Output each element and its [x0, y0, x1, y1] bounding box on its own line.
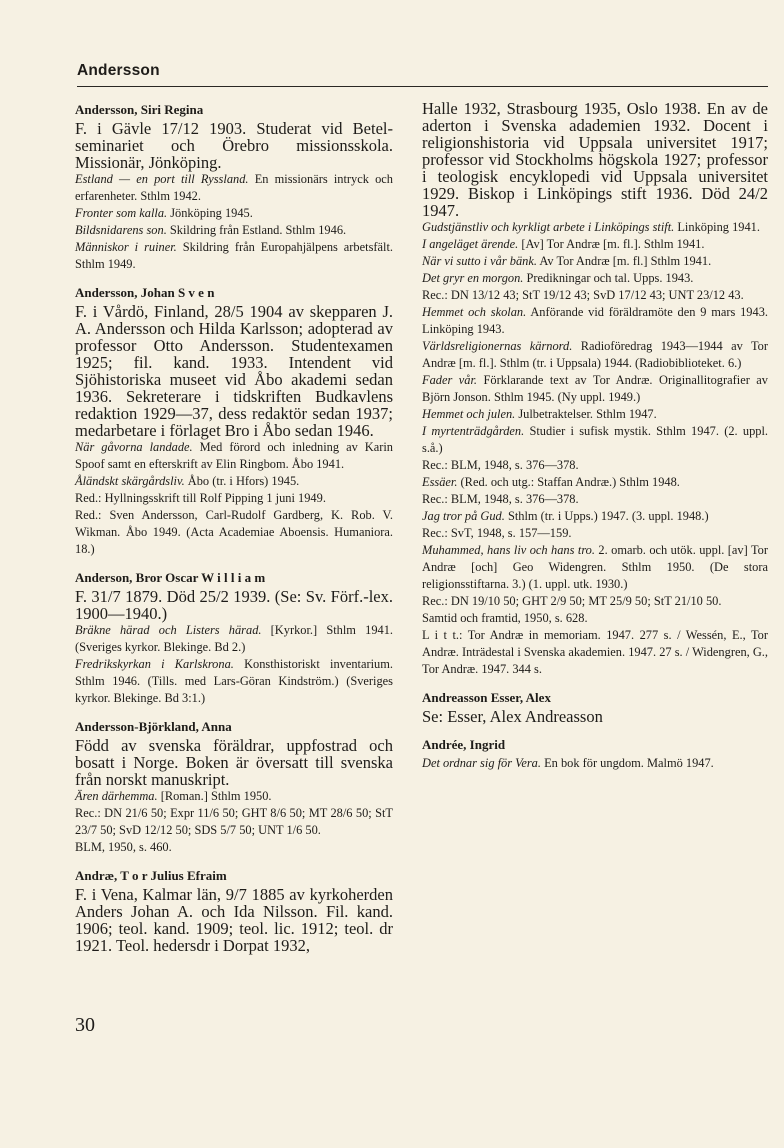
work-details: Rec.: DN 19/10 50; GHT 2/9 50; MT 25/9 50; StT 21/10 50.: [422, 594, 722, 608]
work-listing: [422, 457, 768, 474]
work-details: Julbetraktelser. Sthlm 1947.: [515, 407, 657, 421]
work-details: Red.: Sven Andersson, Carl-Rudolf Gardberg, K. Rob. V. Wikman. Åbo 1949. (Acta Academiae Aboensis. Humaniora. 18.): [75, 508, 393, 556]
work-title: Muhammed, hans liv och hans tro.: [422, 543, 595, 557]
work-details: Konsthistoriskt inventarium. Sthlm 1946. (Tills. med Lars-Göran Kindström.) (Sveriges kyrkor. Blekinge. Bd 3:1.): [75, 657, 393, 705]
work-title: Åländskt skärgårdsliv.: [75, 474, 185, 488]
work-details: L i t t.: Tor Andræ in memoriam. 1947. 277 s. / Wessén, E., Tor Andræ. Inträdestal i Svenska akademien. 1947. 27 s. / Widengren, G., Tor Andræ. 1947. 344 s.: [422, 628, 768, 676]
entry-headword: Andersson, Siri Regina: [75, 102, 204, 117]
work-details: Red.: Hyllningsskrift till Rolf Pipping 1 juni 1949.: [75, 491, 326, 505]
entry-headword: Andersson-Björkland, Anna: [75, 719, 232, 734]
work-details: Skildring från Estland. Sthlm 1946.: [166, 223, 347, 237]
work-details: Åbo (tr. i Hfors) 1945.: [184, 474, 300, 488]
entry-biography: Halle 1932, Strasbourg 1935, Oslo 1938. En av de aderton i Svenska adademien 1932. Docent i religionshistoria vid Uppsala universitet 1917; professor vid Stockholms högskola 1927; professor i teologisk encyklopedi vid Uppsala universitet 1929. Biskop i Linköpings stift 1936. Död 24/2 1947.: [422, 99, 768, 220]
work-title: Fredrikskyrkan i Karlskrona.: [75, 657, 234, 671]
work-listing: [75, 622, 393, 656]
bibliography-entry: [75, 569, 393, 707]
work-details: (Red. och utg.: Staffan Andræ.) Sthlm 1948.: [457, 475, 680, 489]
work-details: Linköping 1941.: [674, 220, 760, 234]
work-title: Hemmet och skolan.: [422, 305, 527, 319]
work-listing: [75, 205, 393, 222]
work-title: Fronter som kalla.: [75, 206, 168, 220]
bibliography-entry: [75, 284, 393, 558]
entry-headword: Andersson, Johan S v e n: [75, 285, 215, 300]
work-listing: [422, 338, 768, 372]
work-listing: [75, 171, 393, 205]
bibliography-entry: [75, 101, 393, 273]
work-listing: [75, 222, 393, 239]
work-title: Ären därhemma.: [75, 789, 158, 803]
entry-biography: F. i Vårdö, Finland, 28/5 1904 av skepparen J. A. Andersson och Hilda Karlsson; adopterad av professor Otto Andersson. Studentexamen 1925; fil. kand. 1933. Intendent vid Sjöhistoriska museet vid Åbo akademi sedan 1936. Sekreterare i tidskriften Budkavlens redaktion 1929—37, dess redaktör sedan 1937; medarbetare i förlaget Bro i Åbo sedan 1946.: [75, 302, 393, 440]
work-listing: [422, 755, 768, 772]
work-title: Hemmet och julen.: [422, 407, 516, 421]
work-listing: [422, 219, 768, 236]
work-listing: [422, 270, 768, 287]
work-details: [Av] Tor Andræ [m. fl.]. Sthlm 1941.: [518, 237, 705, 251]
work-listing: [422, 542, 768, 593]
entry-biography: Se: Esser, Alex Andreasson: [422, 707, 603, 726]
work-listing: [422, 423, 768, 457]
work-listing: [75, 473, 393, 490]
running-head: Andersson: [77, 62, 160, 79]
work-listing: [422, 525, 768, 542]
work-details: Anförande vid föräldramöte den 9 mars 1943. Linköping 1943.: [422, 305, 768, 336]
work-title: Estland — en port till Ryssland.: [75, 172, 249, 186]
work-details: BLM, 1950, s. 460.: [75, 840, 172, 854]
work-details: Med förord och inledning av Karin Spoof samt en efterskrift av Elin Ringbom. Åbo 1941.: [75, 440, 393, 471]
work-details: Förklarande text av Tor Andræ. Originallitografier av Björn Jonson. Sthlm 1945. (Ny uppl. 1949.): [422, 373, 769, 404]
right-column: [422, 100, 768, 783]
work-listing: [75, 239, 393, 273]
work-listing: [75, 839, 393, 856]
work-listing: [422, 508, 768, 525]
work-details: Av Tor Andræ [m. fl.] Sthlm 1941.: [536, 254, 712, 268]
entry-biography: F. 31/7 1879. Död 25/2 1939. (Se: Sv. Förf.-lex. 1900—1940.): [75, 587, 393, 623]
work-details: [Roman.] Sthlm 1950.: [157, 789, 272, 803]
work-listing: [422, 406, 768, 423]
entry-headword: Andrée, Ingrid: [422, 737, 506, 752]
bibliography-entry: [75, 718, 393, 856]
work-listing: [422, 236, 768, 253]
header-rule: [77, 86, 768, 87]
work-details: Predikningar och tal. Upps. 1943.: [523, 271, 694, 285]
work-listing: [75, 805, 393, 839]
work-details: Skildring från Europahjälpens arbetsfält. Sthlm 1949.: [75, 240, 394, 271]
work-listing: [422, 253, 768, 270]
work-title: Fader vår.: [422, 373, 478, 387]
work-listing: [75, 507, 393, 558]
work-details: Sthlm (tr. i Upps.) 1947. (3. uppl. 1948.): [504, 509, 709, 523]
work-details: 2. omarb. och utök. uppl. [av] Tor Andræ [och] Geo Widengren. Sthlm 1950. (De stora religionsstiftarna. 3.) (1. uppl. utk. 1930.): [422, 543, 768, 591]
entry-biography: F. i Vena, Kalmar län, 9/7 1885 av kyrkoherden Anders Johan A. och Ida Nilsson. Fil. kand. 1906; teol. kand. 1909; teol. lic. 1912; teol. dr 1921. Teol. hedersdr i Dorpat 1932,: [75, 885, 393, 955]
work-listing: [75, 490, 393, 507]
work-listing: [75, 656, 393, 707]
work-details: [Kyrkor.] Sthlm 1941. (Sveriges kyrkor. Blekinge. Bd 2.): [75, 623, 393, 654]
bibliography-entry: [422, 689, 768, 725]
work-details: Rec.: BLM, 1948, s. 376—378.: [422, 458, 579, 472]
work-listing: [422, 304, 768, 338]
work-details: Rec.: BLM, 1948, s. 376—378.: [422, 492, 579, 506]
work-details: Rec.: SvT, 1948, s. 157—159.: [422, 526, 572, 540]
work-title: Människor i ruiner.: [75, 240, 177, 254]
entry-headword: Anderson, Bror Oscar W i l l i a m: [75, 570, 266, 585]
work-details: Studier i sufisk mystik. Sthlm 1947. (2. uppl. s.å.): [422, 424, 768, 455]
work-listing: [422, 372, 768, 406]
work-title: I myrtenträdgården.: [422, 424, 525, 438]
bibliography-entry: [422, 736, 768, 772]
work-listing: [422, 491, 768, 508]
work-details: En missionärs intryck och erfarenheter. Sthlm 1942.: [75, 172, 393, 203]
work-listing: [422, 593, 768, 610]
work-title: Bräkne härad och Listers härad.: [75, 623, 262, 637]
work-title: Bildsnidarens son.: [75, 223, 167, 237]
page-number: 30: [75, 1014, 95, 1036]
work-listing: [422, 287, 768, 304]
work-listing: [422, 610, 768, 627]
work-title: Det ordnar sig för Vera.: [422, 756, 541, 770]
work-details: Rec.: DN 21/6 50; Expr 11/6 50; GHT 8/6 50; MT 28/6 50; StT 23/7 50; SvD 12/12 50; SDS 5/7 50; UNT 1/6 50.: [75, 806, 393, 837]
work-details: Radioföredrag 1943—1944 av Tor Andræ [m. fl.]. Sthlm (tr. i Uppsala) 1944. (Radiobiblioteket. 6.): [422, 339, 769, 370]
bibliography-entry: [422, 100, 768, 678]
work-title: Jag tror på Gud.: [422, 509, 505, 523]
work-details: Rec.: DN 13/12 43; StT 19/12 43; SvD 17/12 43; UNT 23/12 43.: [422, 288, 744, 302]
bibliography-entry: [75, 867, 393, 954]
work-title: När vi sutto i vår bänk.: [422, 254, 537, 268]
work-details: En bok för ungdom. Malmö 1947.: [540, 756, 714, 770]
work-details: Jönköping 1945.: [167, 206, 253, 220]
work-listing: [75, 439, 393, 473]
work-title: Essäer.: [422, 475, 458, 489]
work-title: Gudstjänstliv och kyrkligt arbete i Linköpings stift.: [422, 220, 675, 234]
work-details: Samtid och framtid, 1950, s. 628.: [422, 611, 588, 625]
work-listing: [422, 474, 768, 491]
work-title: I angeläget ärende.: [422, 237, 519, 251]
work-title: Världsreligionernas kärnord.: [422, 339, 573, 353]
entry-headword: Andreasson Esser, Alex: [422, 690, 551, 705]
work-listing: [75, 788, 393, 805]
entry-biography: F. i Gävle 17/12 1903. Studerat vid Betel-seminariet och Örebro missionsskola. Missionär, Jönköping.: [75, 119, 393, 172]
left-column: [75, 100, 393, 965]
work-title: Det gryr en morgon.: [422, 271, 524, 285]
work-listing: [422, 627, 768, 678]
entry-biography: Född av svenska föräldrar, uppfostrad och bosatt i Norge. Boken är översatt till svenska från norskt manuskript.: [75, 736, 393, 789]
work-title: När gåvorna landade.: [75, 440, 193, 454]
entry-headword: Andræ, T o r Julius Efraim: [75, 868, 227, 883]
